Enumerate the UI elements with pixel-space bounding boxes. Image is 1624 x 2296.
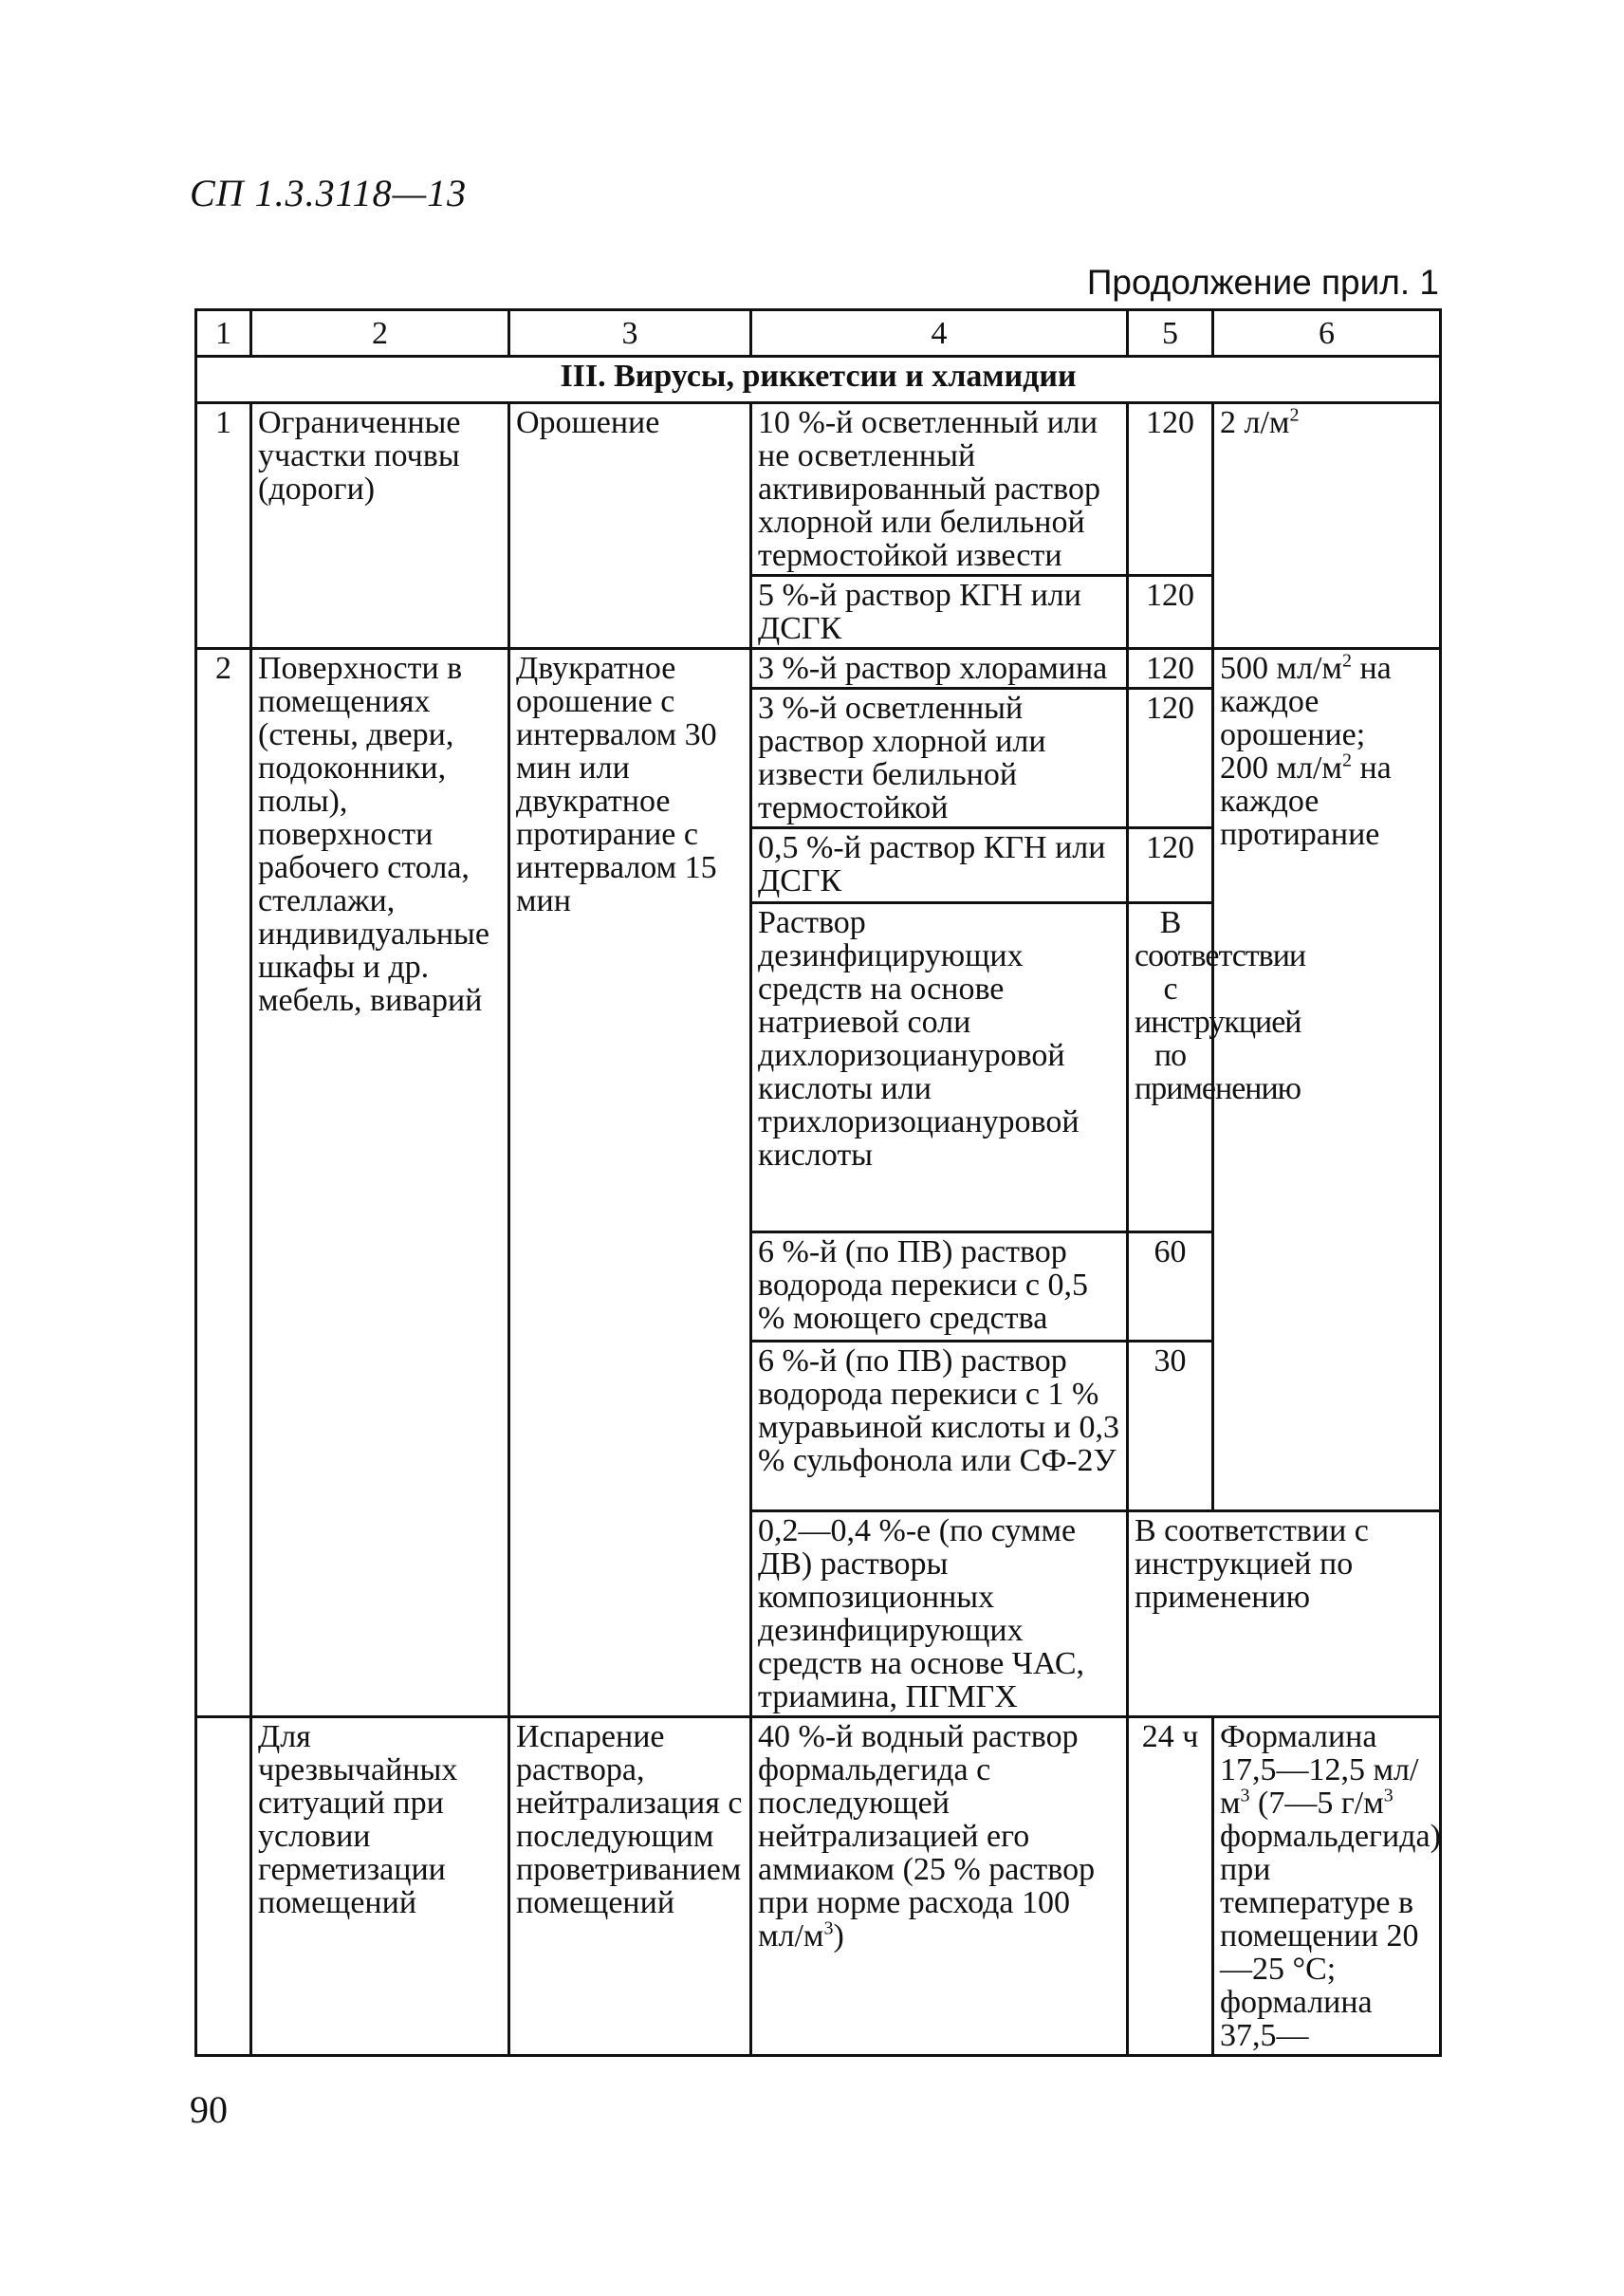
page-number: 90 [190, 2088, 228, 2131]
norm-text: 500 мл/м [1220, 651, 1342, 686]
agent-cell: Раствор дезинфицирующих средств на основе натриевой соли дихлоризоциануровой кислоты или трихлоризоциануровой кислоты [751, 903, 1128, 1232]
col-header-3: 3 [509, 310, 751, 357]
method-cell: Испарение раствора, нейтрализация с последующим проветриванием помещений [509, 1717, 751, 2056]
exposure-cell: 60 [1128, 1232, 1213, 1342]
agent-cell: 3 %-й раствор хлорамина [751, 649, 1128, 689]
exposure-cell: В соответствии с инструкцией по применению [1128, 903, 1213, 1232]
object-cell: Поверхности в помещениях (стены, двери, подоконники, полы), поверхности рабочего стола, стеллажи, индивидуальные шкафы и др. мебель, виварий [251, 649, 509, 1717]
agent-cell: 3 %-й осветленный раствор хлорной или извести белильной термостойкой [751, 689, 1128, 828]
agent-text: ) [833, 1918, 844, 1953]
column-number-row [196, 310, 1441, 357]
object-cell: Ограниченные участки почвы (дороги) [251, 403, 509, 649]
norm-text: 2 л/м [1220, 405, 1290, 440]
col-header-1: 1 [196, 310, 251, 357]
agent-cell: 6 %-й (по ПВ) раствор водорода перекиси с 1 % муравьиной кислоты и 0,3 % сульфонола или СФ-2У [751, 1342, 1128, 1511]
agent-cell: 10 %-й осветленный или не осветленный активированный раствор хлорной или белильной термостойкой извести [751, 403, 1128, 576]
norm-text: Формалина 17,5—12,5 мл/м [1220, 1719, 1419, 1821]
exposure-norm-cell: В соответствии с инструкцией по применению [1128, 1511, 1441, 1717]
norm-cell [1213, 1717, 1441, 2056]
exposure-cell: 120 [1128, 649, 1213, 689]
norm-text: (7—5 г/м [1249, 1786, 1384, 1821]
agent-cell: 6 %-й (по ПВ) раствор водорода перекиси с 0,5 % моющего средства [751, 1232, 1128, 1342]
section-row [196, 357, 1441, 403]
document-code: СП 1.3.3118—13 [190, 172, 468, 214]
row-number: 1 [196, 403, 251, 649]
row-number: 2 [196, 649, 251, 1717]
table-row [196, 1717, 1441, 2056]
agent-cell: 0,5 %-й раствор КГН или ДСГК [751, 828, 1128, 903]
exposure-cell: 120 [1128, 689, 1213, 828]
norm-text: 200 мл/м [1220, 750, 1342, 786]
method-cell: Двукратное орошение с интервалом 30 мин или двукратное протирание с интервалом 15 мин [509, 649, 751, 1717]
object-cell: Для чрезвычайных ситуаций при условии герметизации помещений [251, 1717, 509, 2056]
section-title: III. Вирусы, риккетсии и хламидии [196, 357, 1441, 403]
norm-superscript: 2 [1341, 750, 1352, 771]
agent-cell: 0,2—0,4 %-е (по сумме ДВ) растворы композиционных дезинфицирующих средств на основе ЧАС, триамина, ПГМГХ [751, 1511, 1128, 1717]
row-number [196, 1717, 251, 2056]
norm-superscript: 3 [1240, 1785, 1250, 1806]
continuation-label: Продолжение прил. 1 [1086, 263, 1439, 302]
norm-text: формальдегида) при температуре в помещении 20—25 °С; формалина 37,5— [1220, 1819, 1441, 2053]
table-row [196, 649, 1441, 689]
norm-text: на каждое орошение; [1220, 651, 1392, 752]
exposure-cell: 120 [1128, 403, 1213, 576]
agent-superscript: 3 [823, 1917, 834, 1939]
norm-superscript: 2 [1289, 404, 1300, 426]
col-header-2: 2 [251, 310, 509, 357]
norm-cell [1213, 403, 1441, 649]
norm-superscript: 2 [1341, 650, 1352, 672]
col-header-4: 4 [751, 310, 1128, 357]
norm-superscript: 3 [1383, 1785, 1393, 1806]
agent-text: 40 %-й водный раствор формальдегида с последующей нейтрализацией его аммиаком (25 % раствор при норме расхода 100 мл/м [758, 1719, 1096, 1953]
col-header-6: 6 [1213, 310, 1441, 357]
col-header-5: 5 [1128, 310, 1213, 357]
disinfection-table [194, 308, 1442, 2057]
exposure-cell: 24 ч [1128, 1717, 1213, 2056]
exposure-cell: 120 [1128, 576, 1213, 649]
exposure-cell: 120 [1128, 828, 1213, 903]
exposure-cell: 30 [1128, 1342, 1213, 1511]
method-cell: Орошение [509, 403, 751, 649]
table-row [196, 403, 1441, 576]
norm-text: на каждое протирание [1220, 750, 1392, 852]
agent-cell [751, 1717, 1128, 2056]
agent-cell: 5 %-й раствор КГН или ДСГК [751, 576, 1128, 649]
